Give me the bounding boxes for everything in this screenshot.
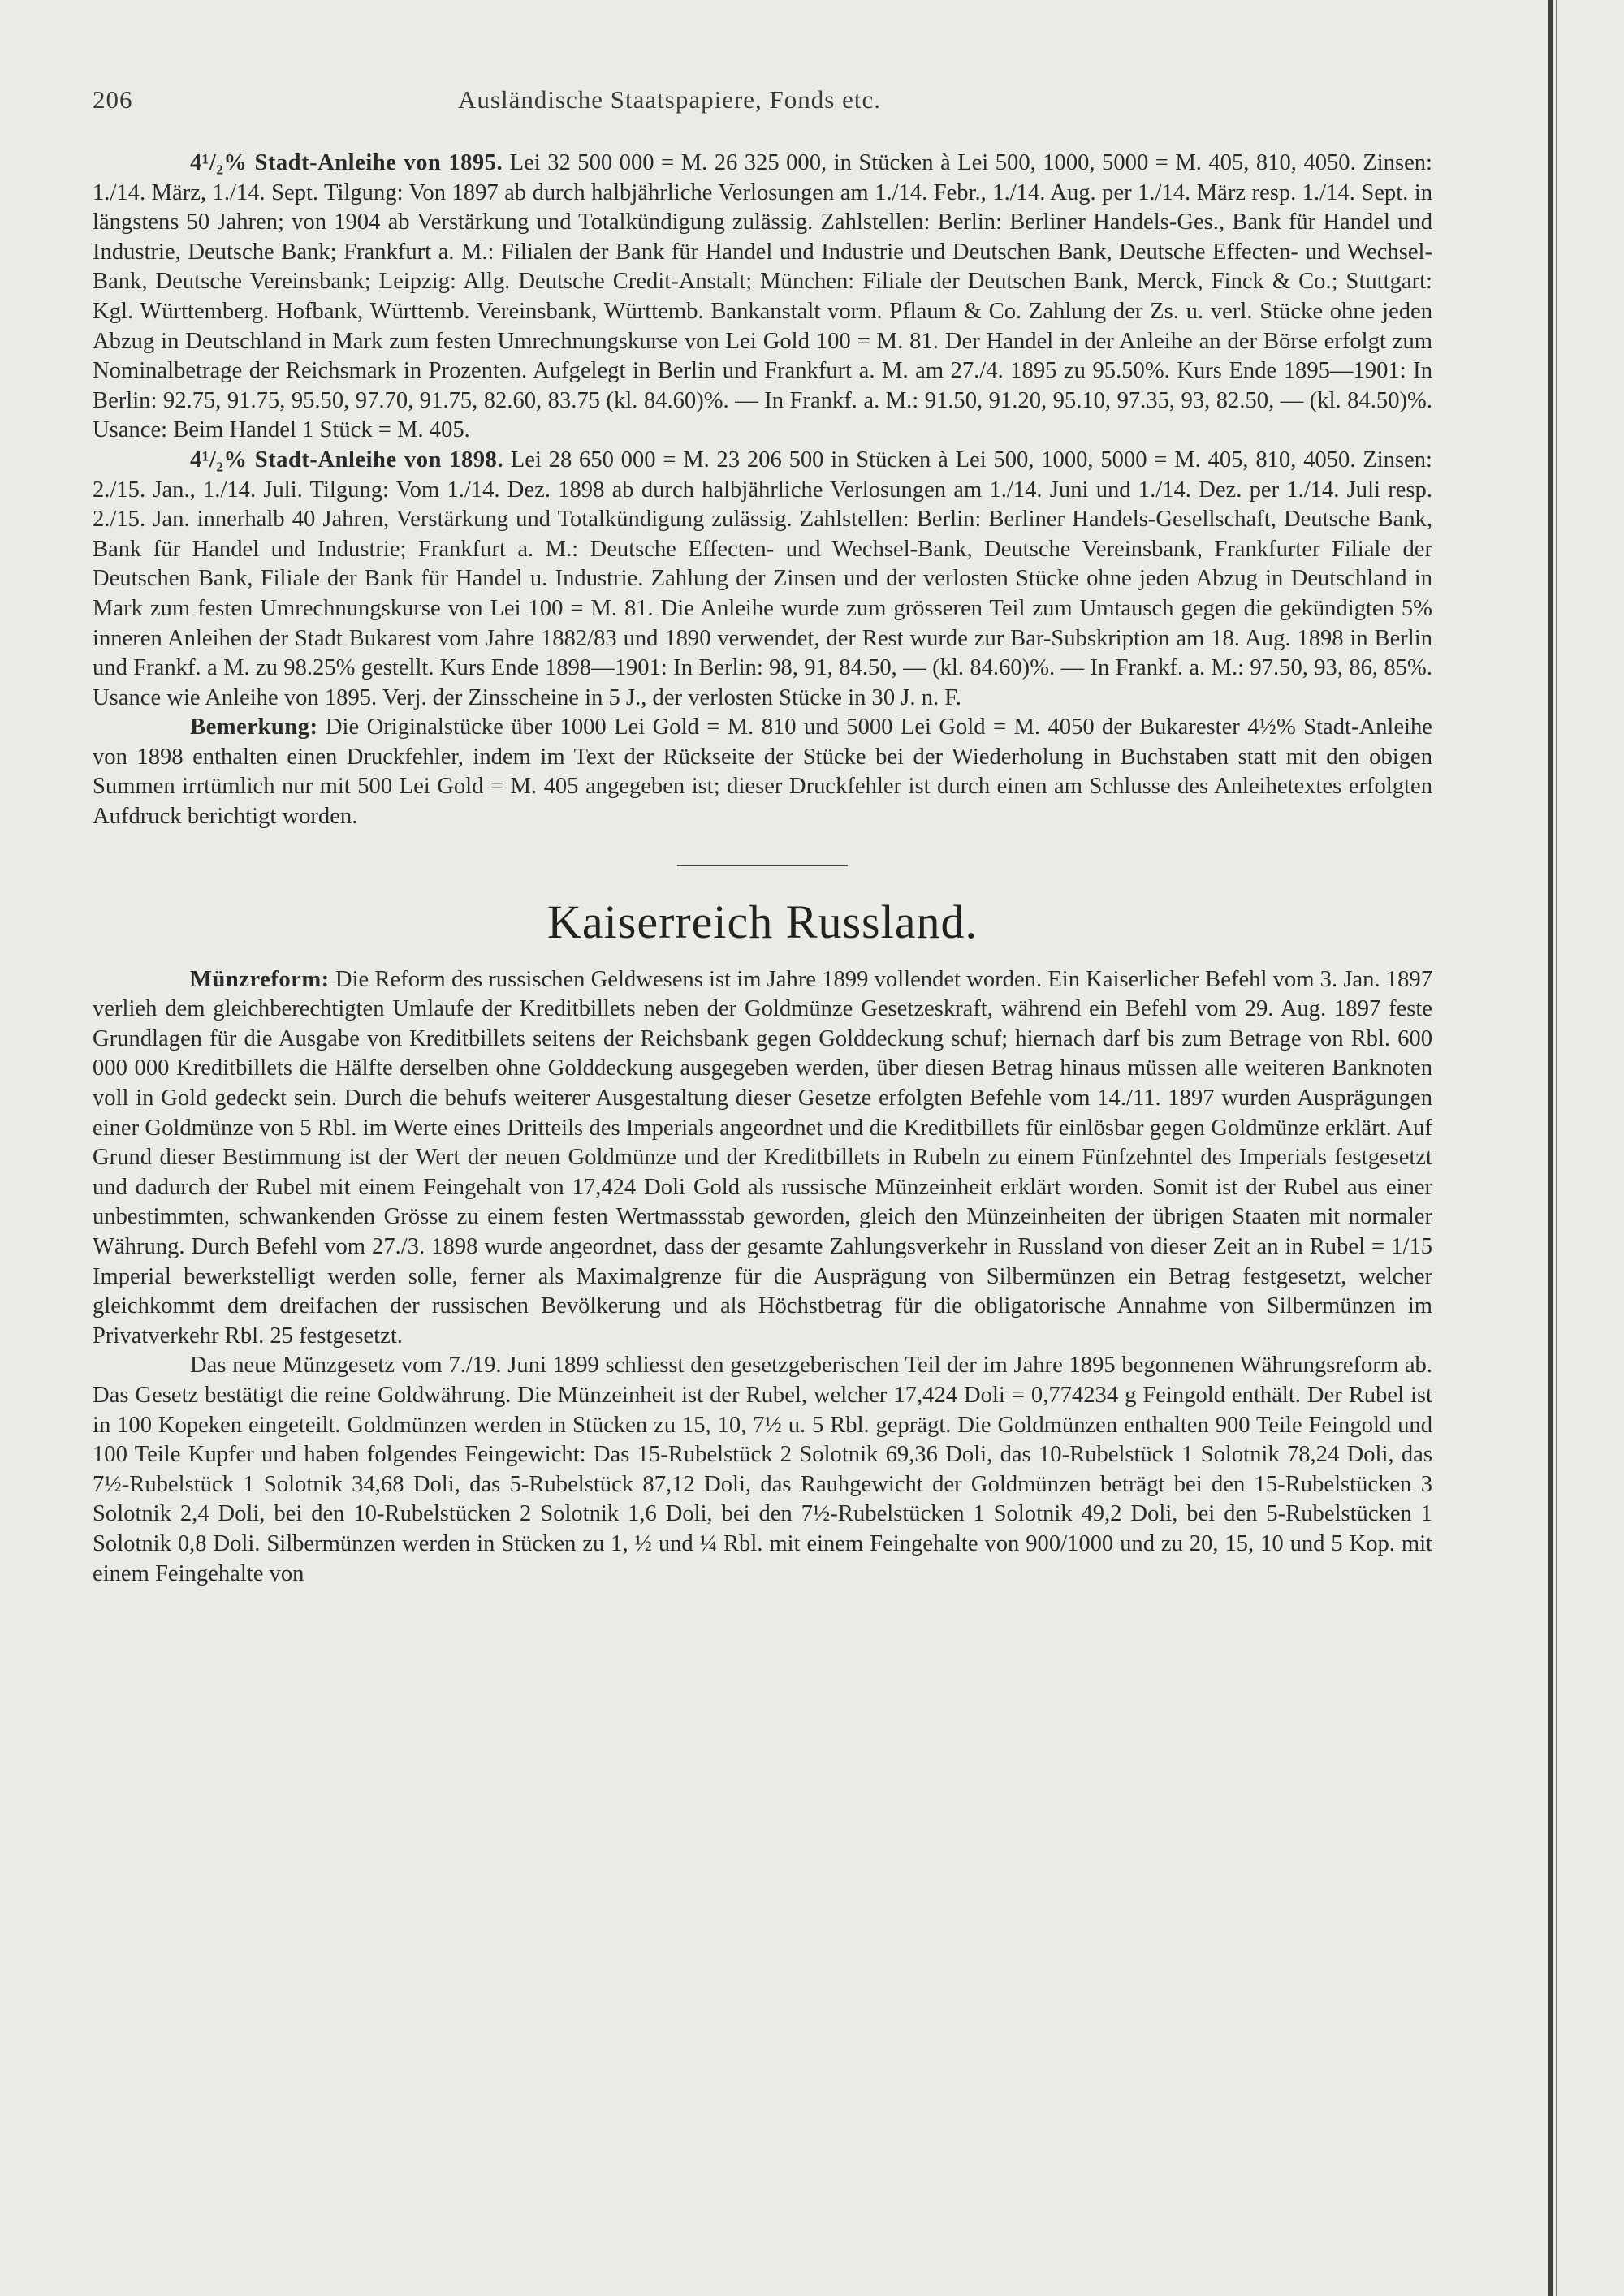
- entry-heading: 4¹/₂% Stadt-Anleihe von 1895.: [190, 150, 503, 175]
- page-content: [93, 85, 1432, 1589]
- page-edge-line: [1556, 0, 1557, 2296]
- entry-bemerkung: [93, 713, 1432, 831]
- paragraph-body: Das neue Münzgesetz vom 7./19. Juni 1899 schliesst den gesetzgeberischen Teil der im Jahre 1895 begonnenen Währungsreform ab. Das Gesetz bestätigt die reine Goldwährung. Die Münzeinheit ist der Rubel, welcher 17,424 Doli = 0,774234 g Feingold enthält. Der Rubel ist in 100 Kopeken eingeteilt. Goldmünzen werden in Stücken zu 15, 10, 7½ u. 5 Rbl. geprägt. Die Goldmünzen enthalten 900 Teile Feingold und 100 Teile Kupfer und haben folgendes Feingewicht: Das 15-Rubelstück 2 Solotnik 69,36 Doli, das 10-Rubelstück 1 Solotnik 78,24 Doli, das 7½-Rubelstück 1 Solotnik 34,68 Doli, das 5-Rubelstück 87,12 Doli, das Rauhgewicht der Goldmünzen beträgt bei den 15-Rubelstücken 3 Solotnik 2,4 Doli, bei den 10-Rubelstücken 2 Solotnik 1,6 Doli, bei den 7½-Rubelstücken 1 Solotnik 49,2 Doli, bei den 5-Rubelstücken 1 Solotnik 0,8 Doli. Silbermünzen werden in Stücken zu 1, ½ und ¼ Rbl. mit einem Feingehalte von 900/1000 und zu 20, 15, 10 und 5 Kop. mit einem Feingehalte von: [93, 1353, 1432, 1586]
- entry-stadt-anleihe-1895: [93, 149, 1432, 446]
- paragraph-heading: Münzreform:: [190, 966, 330, 992]
- entry-heading: 4¹/₂% Stadt-Anleihe von 1898.: [190, 447, 504, 473]
- section-divider: [677, 865, 848, 866]
- running-title: Ausländische Staatspapiere, Fonds etc.: [458, 85, 881, 114]
- entry-body: Lei 28 650 000 = M. 23 206 500 in Stücken à Lei 500, 1000, 5000 = M. 405, 810, 4050. Zinsen: 2./15. Jan., 1./14. Juli. Tilgung: Vom 1./14. Dez. 1898 ab durch halbjährliche Verlosungen am 1./14. Juni und 1./14. Dez. per 1./14. Juli resp. 2./15. Jan. innerhalb 40 Jahren, Verstärkung und Totalkündigung zulässig. Zahlstellen: Berlin: Berliner Handels-Gesellschaft, Deutsche Bank, Bank für Handel und Industrie; Frankfurt a. M.: Deutsche Effecten- und Wechsel-Bank, Deutsche Vereinsbank, Frankfurter Filiale der Deutschen Bank, Filiale der Bank für Handel u. Industrie. Zahlung der Zinsen und der verlosten Stücke ohne jeden Abzug in Deutschland in Mark zum festen Umrechnungskurse von Lei 100 = M. 81. Die Anleihe wurde zum grösseren Teil zum Umtausch gegen die gekündigten 5% inneren Anleihen der Stadt Bukarest vom Jahre 1882/83 und 1890 verwendet, der Rest wurde zur Bar-Subskription am 18. Aug. 1898 in Berlin und Frankf. a M. zu 98.25% gestellt. Kurs Ende 1898—1901: In Berlin: 98, 91, 84.50, — (kl. 84.60)%. — In Frankf. a. M.: 97.50, 93, 86, 85%. Usance wie Anleihe von 1895. Verj. der Zinsscheine in 5 J., der verlosten Stücke in 30 J. n. F.: [93, 447, 1432, 710]
- paragraph-body: Die Reform des russischen Geldwesens ist im Jahre 1899 vollendet worden. Ein Kaiserlicher Befehl vom 3. Jan. 1897 verlieh dem gleichberechtigten Umlaufe der Kreditbillets neben der Goldmünze Gesetzeskraft, während ein Befehl vom 29. Aug. 1897 feste Grundlagen für die Ausgabe von Kreditbillets seitens der Reichsbank gegen Golddeckung schuf; hiernach darf bis zum Betrage von Rbl. 600 000 000 Kreditbillets die Hälfte derselben ohne Golddeckung ausgegeben werden, über diesen Betrag hinaus müssen alle weiteren Banknoten voll in Gold gedeckt sein. Durch die behufs weiterer Ausgestaltung dieser Gesetze erfolgten Befehle vom 14./11. 1897 wurden Ausprägungen einer Goldmünze von 5 Rbl. im Werte eines Dritteils des Imperials angeordnet und die Kreditbillets für einlösbar gegen Goldmünze erklärt. Auf Grund dieser Bestimmung ist der Wert der neuen Goldmünze und der Kreditbillets in Rubeln zu einem Fünfzehntel des Imperials festgesetzt und dadurch der Rubel mit einem Feingehalt von 17,424 Doli Gold als russische Münzeinheit erklärt worden. Somit ist der Rubel aus einer unbestimmten, schwankenden Grösse zu einem festen Wertmassstab geworden, gleich den Münzeinheiten der übrigen Staaten mit normaler Währung. Durch Befehl vom 27./3. 1898 wurde angeordnet, dass der gesamte Zahlungsverkehr in Russland von dieser Zeit an in Rubel = 1/15 Imperial bewerkstelligt werden solle, ferner als Maximalgrenze für die Ausprägung von Silbermünzen ein Betrag festgesetzt, welcher gleichkommt dem dreifachen der russischen Bevölkerung und als Höchstbetrag für die obligatorische Annahme von Silbermünzen im Privatverkehr Rbl. 25 festgesetzt.: [93, 966, 1432, 1349]
- running-head: [93, 85, 1432, 134]
- entry-body: Die Originalstücke über 1000 Lei Gold = M. 810 und 5000 Lei Gold = M. 4050 der Bukarester 4½% Stadt-Anleihe von 1898 enthalten einen Druckfehler, indem im Text der Rückseite der Stücke bei der Wiederholung in Buchstaben statt mit den obigen Summen irrtümlich nur mit 500 Lei Gold = M. 405 angegeben ist; dieser Druckfehler ist durch einen am Schlusse des Anleihetextes erfolgten Aufdruck berichtigt worden.: [93, 714, 1432, 830]
- entry-body: Lei 32 500 000 = M. 26 325 000, in Stücken à Lei 500, 1000, 5000 = M. 405, 810, 4050. Zinsen: 1./14. März, 1./14. Sept. Tilgung: Von 1897 ab durch halbjährliche Verlosungen am 1./14. Febr., 1./14. Aug. per 1./14. März resp. 1./14. Sept. in längstens 50 Jahren; von 1904 ab Verstärkung und Totalkündigung zulässig. Zahlstellen: Berlin: Berliner Handels-Ges., Bank für Handel und Industrie, Deutsche Bank; Frankfurt a. M.: Filialen der Bank für Handel und Industrie und Deutschen Bank, Deutsche Effecten- und Wechsel-Bank, Deutsche Vereinsbank; Leipzig: Allg. Deutsche Credit-Anstalt; München: Filiale der Deutschen Bank, Merck, Finck & Co.; Stuttgart: Kgl. Württemberg. Hofbank, Württemb. Vereinsbank, Württemb. Bankanstalt vorm. Pflaum & Co. Zahlung der Zs. u. verl. Stücke ohne jeden Abzug in Deutschland in Mark zum festen Umrechnungskurse von Lei Gold 100 = M. 81. Der Handel in der Anleihe an der Börse erfolgt zum Nominalbetrage der Reichsmark in Prozenten. Aufgelegt in Berlin und Frankfurt a. M. am 27./4. 1895 zu 95.50%. Kurs Ende 1895—1901: In Berlin: 92.75, 91.75, 95.50, 97.70, 91.75, 82.60, 83.75 (kl. 84.60)%. — In Frankf. a. M.: 91.50, 91.20, 95.10, 97.35, 93, 82.50, — (kl. 84.50)%. Usance: Beim Handel 1 Stück = M. 405.: [93, 150, 1433, 443]
- paragraph-muenzreform: [93, 965, 1432, 1352]
- section-title: Kaiserreich Russland.: [547, 895, 978, 948]
- page-edge-shadow: [1548, 0, 1553, 2296]
- entry-stadt-anleihe-1898: [93, 446, 1432, 713]
- entry-heading: Bemerkung:: [190, 714, 318, 740]
- paragraph-muenzgesetz-1899: [93, 1351, 1432, 1589]
- page-number: 206: [93, 85, 133, 114]
